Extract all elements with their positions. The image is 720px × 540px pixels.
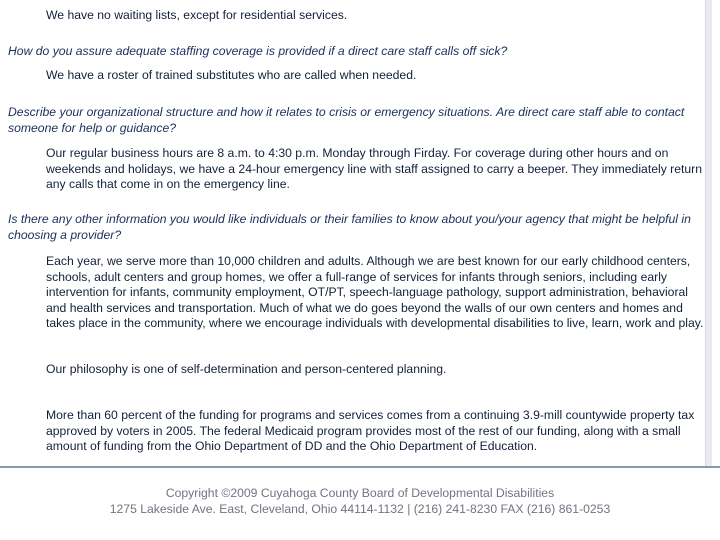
scrollbar-edge[interactable] (705, 0, 712, 468)
answer-other-information-paragraph-1: Each year, we serve more than 10,000 children and adults. Although we are best known for our early childhood centers, schools, adult centers and group homes, we offer a full-range of services for infants through seniors, including early intervention for infants, community employment, OT/PT, speech-language pathology, support administration, behavioral and health services and transportation. Much of what we do goes beyond the walls of our own centers and homes and takes place in the community, where we encourage individuals with developmental disabilities to live, learn, work and play. (46, 254, 704, 330)
footer-divider (0, 466, 720, 468)
question-organizational-structure: Describe your organizational structure and how it relates to crisis or emergency situations. Are direct care staff able to contact someone for help or guidance? (8, 105, 685, 135)
answer-other-information-paragraph-3: More than 60 percent of the funding for programs and services comes from a continuing 3.9-mill countywide property tax approved by voters in 2005. The federal Medicaid program provides most of the rest of our funding, along with a small amount of funding from the Ohio Department of DD and the Ohio Department of Education. (46, 408, 695, 453)
question-staffing-coverage: How do you assure adequate staffing coverage is provided if a direct care staff calls off sick? (8, 44, 508, 58)
footer-copyright: Copyright ©2009 Cuyahoga County Board of Developmental Disabilities (165, 486, 555, 500)
footer (0, 486, 720, 517)
answer-organizational-structure: Our regular business hours are 8 a.m. to 4:30 p.m. Monday through Firday. For coverage during other hours and on weekends and holidays, we have a 24-hour emergency line with staff assigned to carry a beeper. They immediately return any calls that come in on the emergency line. (46, 146, 703, 191)
answer-staffing-coverage: We have a roster of trained substitutes who are called when needed. (46, 68, 417, 82)
answer-waiting-lists: We have no waiting lists, except for residential services. (46, 8, 348, 22)
footer-address: 1275 Lakeside Ave. East, Cleveland, Ohio 44114-1132 | (216) 241-8230 FAX (216) 861-0253 (109, 501, 611, 516)
question-other-information: Is there any other information you would like individuals or their families to know about you/your agency that might be helpful in choosing a provider? (8, 212, 691, 242)
answer-other-information-paragraph-2: Our philosophy is one of self-determination and person-centered planning. (46, 362, 447, 376)
